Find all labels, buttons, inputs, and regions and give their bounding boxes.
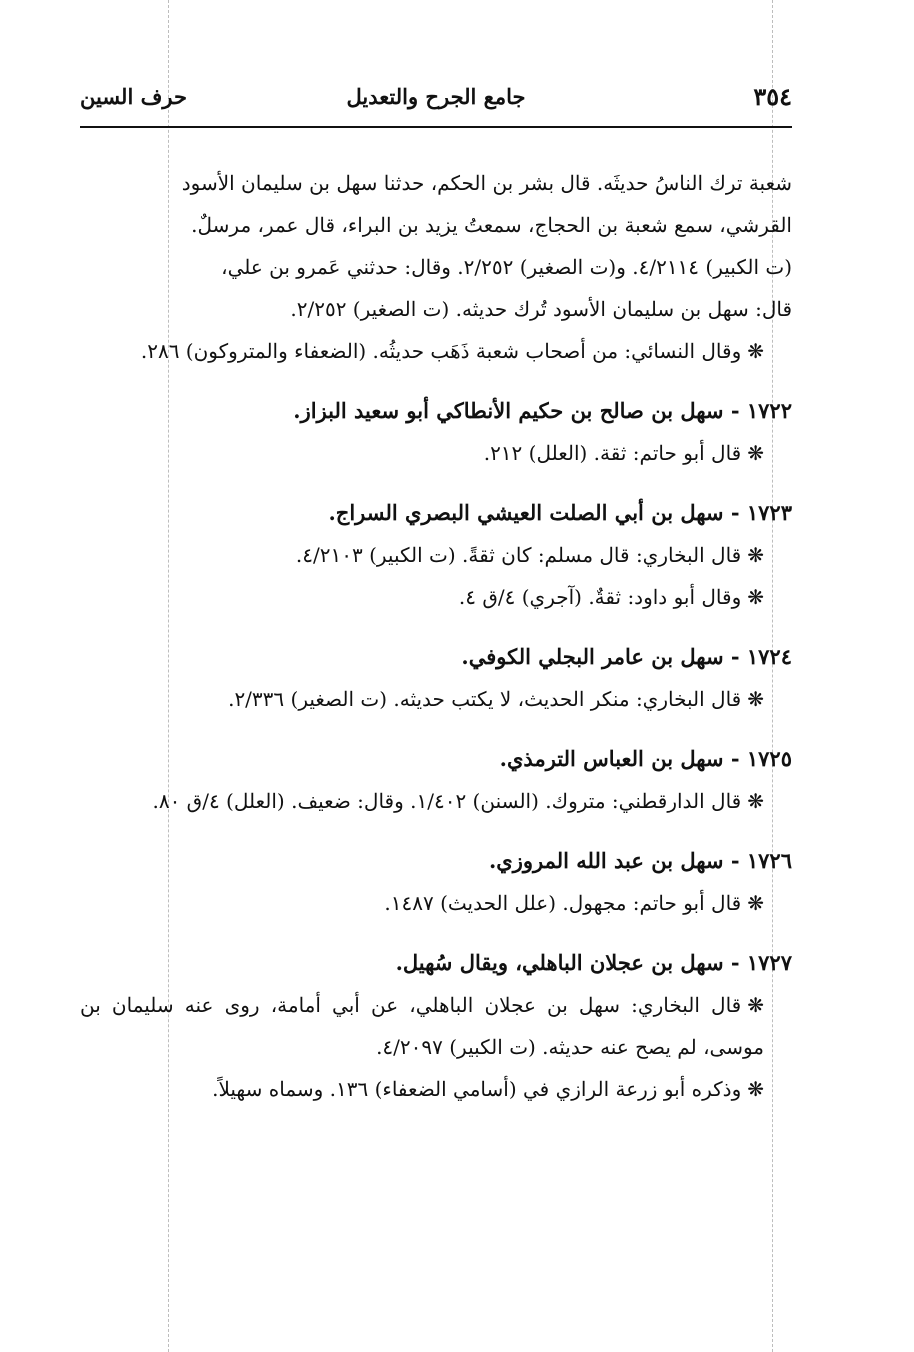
- entry: [80, 390, 792, 474]
- text-line: القرشي، سمع شعبة بن الحجاج، سمعتُ يزيد بن البراء، قال عمر، مرسلٌ.: [191, 213, 792, 237]
- note-text: قال أبو حاتم: ثقة. (العلل) ٢١٢.: [483, 441, 742, 465]
- note-text: قال أبو حاتم: مجهول. (علل الحديث) ١٤٨٧.: [384, 891, 742, 915]
- intro-paragraph: [80, 162, 792, 372]
- note-line: [80, 678, 792, 720]
- entry-title: ١٧٢٢ - سهل بن صالح بن حكيم الأنطاكي أبو سعيد البزاز.: [293, 398, 792, 423]
- entry: [80, 738, 792, 822]
- entry: [80, 840, 792, 924]
- chapter-title: حرف السين: [80, 84, 187, 109]
- note-text: وذكره أبو زرعة الرازي في (أسامي الضعفاء) ١٣٦. وسماه سهيلاً.: [212, 1077, 742, 1101]
- entry-title: ١٧٢٣ - سهل بن أبي الصلت العيشي البصري السراج.: [328, 500, 792, 525]
- note-line: [80, 780, 792, 822]
- entry-title: ١٧٢٦ - سهل بن عبد الله المروزي.: [488, 848, 792, 873]
- text-line: شعبة ترك الناسُ حديثَه. قال بشر بن الحكم، حدثنا سهل بن سليمان الأسود: [181, 171, 792, 195]
- book-title: جامع الجرح والتعديل: [346, 84, 526, 109]
- star-marker: ❋: [747, 441, 764, 465]
- text-line: (ت الكبير) ٤/٢١١٤. و(ت الصغير) ٢/٢٥٢. وقال: حدثني عَمرو بن علي،: [221, 255, 792, 279]
- note-text: وقال النسائي: من أصحاب شعبة ذَهَب حديثُه. (الضعفاء والمتروكون) ٢٨٦.: [140, 339, 742, 363]
- note-text: قال البخاري: قال مسلم: كان ثقةً. (ت الكبير) ٤/٢١٠٣.: [295, 543, 742, 567]
- page-number: ٣٥٤: [753, 82, 792, 111]
- note-line: [80, 1068, 792, 1110]
- entry-title: ١٧٢٥ - سهل بن العباس الترمذي.: [499, 746, 792, 771]
- star-marker: ❋: [747, 585, 764, 609]
- entry-title: ١٧٢٧ - سهل بن عجلان الباهلي، ويقال سُهيل.: [395, 950, 792, 975]
- page-body: [80, 162, 792, 1128]
- star-marker: ❋: [747, 339, 764, 363]
- note-text: وقال أبو داود: ثقةٌ. (آجري) ٤/ق ٤.: [458, 585, 742, 609]
- star-marker: ❋: [747, 543, 764, 567]
- text-line: قال: سهل بن سليمان الأسود تُرك حديثه. (ت الصغير) ٢/٢٥٢.: [290, 297, 792, 321]
- note-text: قال الدارقطني: متروك. (السنن) ١/٤٠٢. وقال: ضعيف. (العلل) ٤/ق ٨٠.: [152, 789, 742, 813]
- star-marker: ❋: [747, 1077, 764, 1101]
- star-marker: ❋: [747, 891, 764, 915]
- entry: [80, 636, 792, 720]
- header-rule: [80, 126, 792, 128]
- star-marker: ❋: [747, 687, 764, 711]
- note-text: قال البخاري: سهل بن عجلان الباهلي، عن أبي أمامة، روى عنه سليمان بن موسى، لم يصح عنه حديثه. (ت الكبير) ٤/٢٠٩٧.: [80, 993, 764, 1059]
- note-line: [80, 576, 792, 618]
- note-line: [80, 432, 792, 474]
- entry: [80, 942, 792, 1110]
- entry: [80, 492, 792, 618]
- entry-title: ١٧٢٤ - سهل بن عامر البجلي الكوفي.: [461, 644, 792, 669]
- star-marker: ❋: [747, 993, 764, 1017]
- note-line: [80, 984, 792, 1068]
- note-line: [80, 882, 792, 924]
- star-marker: ❋: [747, 789, 764, 813]
- note-text: قال البخاري: منكر الحديث، لا يكتب حديثه. (ت الصغير) ٢/٣٣٦.: [228, 687, 742, 711]
- note-line: [80, 534, 792, 576]
- running-header: [80, 82, 792, 122]
- note-line: [80, 330, 792, 372]
